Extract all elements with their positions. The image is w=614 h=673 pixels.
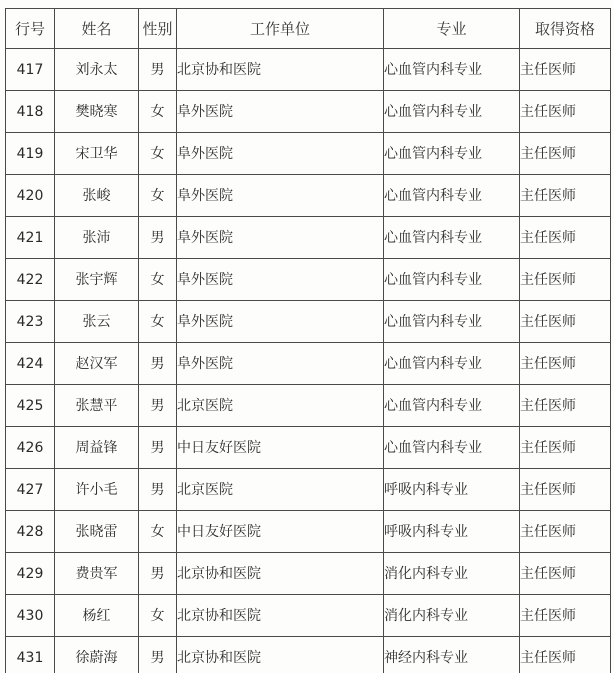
table-row [6, 301, 611, 343]
cell-specialty: 心血管内科专业 [384, 49, 520, 91]
cell-employer: 阜外医院 [177, 91, 384, 133]
cell-name: 张云 [55, 301, 139, 343]
cell-qualification: 主任医师 [520, 175, 611, 217]
cell-specialty: 心血管内科专业 [384, 301, 520, 343]
header-employer: 工作单位 [177, 9, 384, 49]
cell-name: 费贵军 [55, 553, 139, 595]
table-row [6, 49, 611, 91]
cell-qualification: 主任医师 [520, 595, 611, 637]
cell-gender: 男 [139, 427, 177, 469]
cell-qualification: 主任医师 [520, 637, 611, 673]
table-row [6, 343, 611, 385]
cell-row-no: 418 [6, 91, 55, 133]
cell-gender: 女 [139, 175, 177, 217]
table-row [6, 91, 611, 133]
table-row [6, 595, 611, 637]
cell-name: 宋卫华 [55, 133, 139, 175]
cell-gender: 男 [139, 637, 177, 673]
cell-specialty: 心血管内科专业 [384, 427, 520, 469]
table-row [6, 217, 611, 259]
cell-specialty: 呼吸内科专业 [384, 469, 520, 511]
cell-qualification: 主任医师 [520, 385, 611, 427]
cell-qualification: 主任医师 [520, 49, 611, 91]
cell-employer: 北京医院 [177, 385, 384, 427]
cell-specialty: 心血管内科专业 [384, 175, 520, 217]
cell-row-no: 427 [6, 469, 55, 511]
cell-gender: 男 [139, 343, 177, 385]
table-row [6, 175, 611, 217]
cell-employer: 北京医院 [177, 469, 384, 511]
cell-specialty: 心血管内科专业 [384, 385, 520, 427]
cell-specialty: 呼吸内科专业 [384, 511, 520, 553]
cell-specialty: 心血管内科专业 [384, 217, 520, 259]
cell-qualification: 主任医师 [520, 91, 611, 133]
table-row [6, 637, 611, 673]
cell-specialty: 神经内科专业 [384, 637, 520, 673]
cell-employer: 北京协和医院 [177, 49, 384, 91]
cell-specialty: 心血管内科专业 [384, 133, 520, 175]
cell-row-no: 419 [6, 133, 55, 175]
cell-qualification: 主任医师 [520, 343, 611, 385]
cell-name: 张峻 [55, 175, 139, 217]
cell-specialty: 消化内科专业 [384, 553, 520, 595]
cell-row-no: 429 [6, 553, 55, 595]
cell-name: 刘永太 [55, 49, 139, 91]
header-gender: 性别 [139, 9, 177, 49]
header-row [6, 9, 611, 49]
cell-employer: 阜外医院 [177, 175, 384, 217]
cell-employer: 阜外医院 [177, 217, 384, 259]
cell-gender: 女 [139, 595, 177, 637]
table-header [6, 9, 611, 49]
cell-specialty: 消化内科专业 [384, 595, 520, 637]
cell-name: 张沛 [55, 217, 139, 259]
cell-gender: 女 [139, 259, 177, 301]
cell-gender: 女 [139, 133, 177, 175]
cell-name: 周益锋 [55, 427, 139, 469]
cell-name: 赵汉军 [55, 343, 139, 385]
cell-name: 许小毛 [55, 469, 139, 511]
table-row [6, 385, 611, 427]
cell-employer: 阜外医院 [177, 259, 384, 301]
table-row [6, 469, 611, 511]
cell-specialty: 心血管内科专业 [384, 343, 520, 385]
cell-qualification: 主任医师 [520, 133, 611, 175]
cell-gender: 男 [139, 217, 177, 259]
cell-specialty: 心血管内科专业 [384, 91, 520, 133]
cell-row-no: 428 [6, 511, 55, 553]
qualification-table [5, 8, 611, 673]
cell-specialty: 心血管内科专业 [384, 259, 520, 301]
cell-row-no: 417 [6, 49, 55, 91]
table-row [6, 553, 611, 595]
cell-gender: 男 [139, 469, 177, 511]
cell-row-no: 426 [6, 427, 55, 469]
cell-employer: 北京协和医院 [177, 595, 384, 637]
cell-name: 张宇辉 [55, 259, 139, 301]
cell-name: 徐蔚海 [55, 637, 139, 673]
cell-gender: 男 [139, 553, 177, 595]
cell-gender: 女 [139, 91, 177, 133]
table-row [6, 259, 611, 301]
cell-name: 张慧平 [55, 385, 139, 427]
cell-gender: 男 [139, 49, 177, 91]
cell-employer: 北京协和医院 [177, 553, 384, 595]
cell-name: 张晓雷 [55, 511, 139, 553]
cell-employer: 北京协和医院 [177, 637, 384, 673]
table-row [6, 427, 611, 469]
cell-row-no: 422 [6, 259, 55, 301]
cell-employer: 中日友好医院 [177, 511, 384, 553]
cell-qualification: 主任医师 [520, 259, 611, 301]
header-qualification: 取得资格 [520, 9, 611, 49]
header-row-no: 行号 [6, 9, 55, 49]
cell-qualification: 主任医师 [520, 511, 611, 553]
cell-row-no: 424 [6, 343, 55, 385]
header-name: 姓名 [55, 9, 139, 49]
cell-row-no: 421 [6, 217, 55, 259]
cell-row-no: 423 [6, 301, 55, 343]
cell-qualification: 主任医师 [520, 427, 611, 469]
table-row [6, 133, 611, 175]
table-row [6, 511, 611, 553]
cell-qualification: 主任医师 [520, 469, 611, 511]
cell-gender: 女 [139, 511, 177, 553]
cell-employer: 阜外医院 [177, 133, 384, 175]
cell-name: 杨红 [55, 595, 139, 637]
table-body [6, 49, 611, 673]
cell-qualification: 主任医师 [520, 217, 611, 259]
cell-row-no: 425 [6, 385, 55, 427]
header-specialty: 专业 [384, 9, 520, 49]
cell-employer: 阜外医院 [177, 301, 384, 343]
cell-gender: 男 [139, 385, 177, 427]
cell-row-no: 431 [6, 637, 55, 673]
cell-employer: 中日友好医院 [177, 427, 384, 469]
cell-row-no: 430 [6, 595, 55, 637]
cell-row-no: 420 [6, 175, 55, 217]
cell-employer: 阜外医院 [177, 343, 384, 385]
cell-name: 樊晓寒 [55, 91, 139, 133]
cell-qualification: 主任医师 [520, 553, 611, 595]
cell-qualification: 主任医师 [520, 301, 611, 343]
cell-gender: 女 [139, 301, 177, 343]
